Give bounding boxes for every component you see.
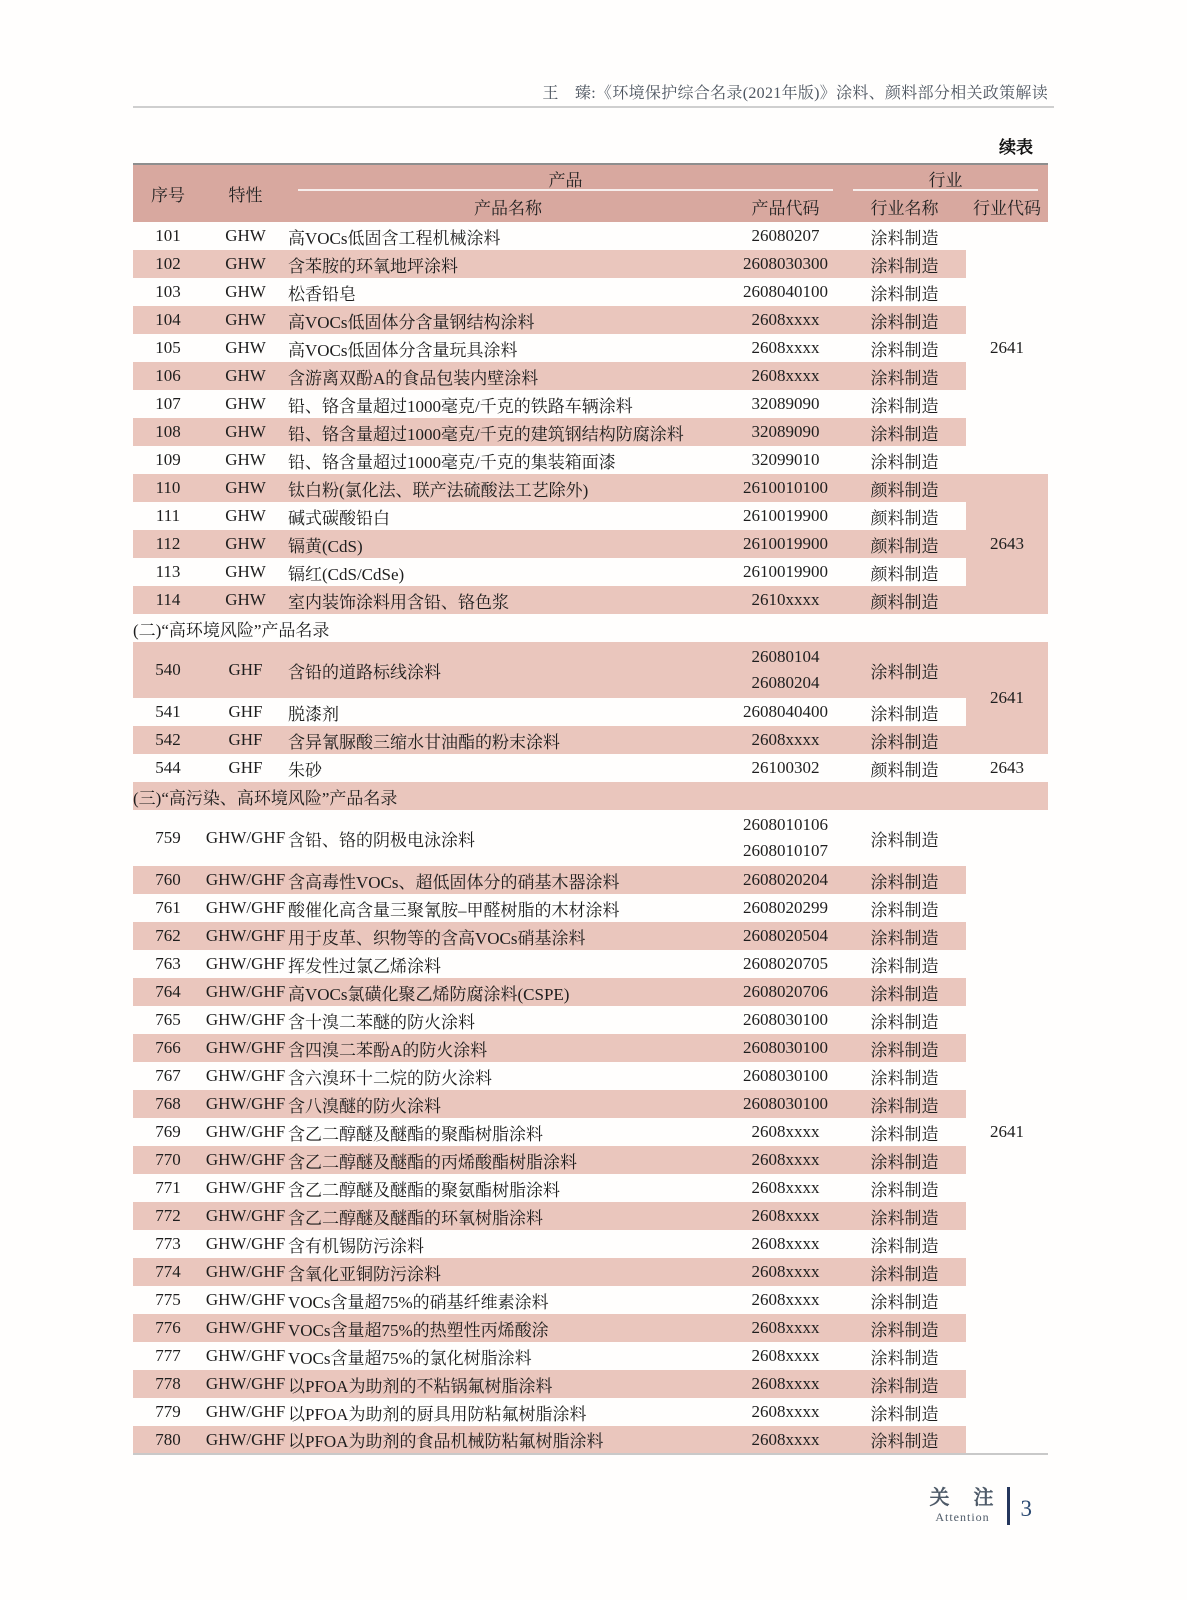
cell-attribute: GHW xyxy=(225,562,266,581)
cell-product-name: VOCs含量超75%的氯化树脂涂料 xyxy=(288,1348,532,1368)
cell-product-name: 含高毒性VOCs、超低固体分的硝基木器涂料 xyxy=(288,866,728,894)
cell-product-name: 铅、铬含量超过1000毫克/千克的铁路车辆涂料 xyxy=(288,396,633,416)
cell-industry-name: 涂料制造 xyxy=(843,1090,966,1118)
cell-industry-name: 涂料制造 xyxy=(843,1370,966,1398)
cell-attribute: GHF xyxy=(203,726,288,754)
cell-attribute: GHW/GHF xyxy=(203,922,288,950)
catalog-table-wrap xyxy=(133,163,1048,1455)
cell-product-code: 2608xxxx xyxy=(728,1370,843,1398)
cell-serial: 105 xyxy=(155,338,181,357)
cell-product-code: 2608xxxx xyxy=(728,1146,843,1174)
cell-industry-code: 2643 xyxy=(966,474,1048,614)
cell-product-code: 2608020299 xyxy=(743,898,828,917)
cell-product-code: 26100302 xyxy=(751,758,820,777)
table-row xyxy=(133,726,1048,754)
cell-serial: 102 xyxy=(133,250,203,278)
header-industry-group: 行业 xyxy=(843,164,1048,191)
cell-industry-name: 涂料制造 xyxy=(870,1292,939,1312)
cell-serial: 771 xyxy=(155,1178,181,1197)
table-row xyxy=(133,1034,1048,1062)
cell-attribute: GHW xyxy=(225,226,266,245)
cell-serial: 112 xyxy=(133,530,203,558)
cell-product-name: 用于皮革、织物等的含高VOCs硝基涂料 xyxy=(288,922,728,950)
cell-industry-name: 颜料制造 xyxy=(870,508,939,528)
table-row xyxy=(133,1090,1048,1118)
table-row xyxy=(133,334,1048,362)
cell-product-code: 2608xxxx xyxy=(751,1402,820,1421)
table-row xyxy=(133,1370,1048,1398)
cell-serial: 767 xyxy=(155,1066,181,1085)
footer-divider-bar xyxy=(1007,1487,1010,1525)
header-group-row xyxy=(133,164,1048,191)
cell-serial: 544 xyxy=(155,758,181,777)
cell-product-name: 室内装饰涂料用含铅、铬色浆 xyxy=(288,586,728,614)
cell-industry-name: 涂料制造 xyxy=(870,830,939,850)
cell-attribute: GHW/GHF xyxy=(203,866,288,894)
cell-product-name: 含有机锡防污涂料 xyxy=(288,1236,424,1256)
header-industry-code: 行业代码 xyxy=(966,191,1048,222)
cell-product-code: 2608xxxx xyxy=(728,726,843,754)
cell-product-name: 碱式碳酸铅白 xyxy=(288,508,390,528)
table-row xyxy=(133,950,1048,978)
cell-industry-name: 涂料制造 xyxy=(870,1348,939,1368)
cell-attribute: GHW xyxy=(203,474,288,502)
cell-industry-name: 涂料制造 xyxy=(843,1202,966,1230)
cell-industry-name: 涂料制造 xyxy=(870,1012,939,1032)
cell-serial: 759 xyxy=(155,828,181,847)
cell-attribute: GHW/GHF xyxy=(205,898,286,917)
cell-product-name: VOCs含量超75%的硝基纤维素涂料 xyxy=(288,1292,549,1312)
cell-attribute: GHW/GHF xyxy=(203,1034,288,1062)
product-code-line: 2608010107 xyxy=(743,841,828,860)
table-row xyxy=(133,1174,1048,1202)
cell-attribute: GHW/GHF xyxy=(205,954,286,973)
cell-product-name: 高VOCs低固体分含量钢结构涂料 xyxy=(288,306,728,334)
cell-serial: 109 xyxy=(155,450,181,469)
cell-product-code: 32089090 xyxy=(728,418,843,446)
cell-attribute: GHW/GHF xyxy=(205,1290,286,1309)
cell-industry-name: 涂料制造 xyxy=(870,1236,939,1256)
cell-product-code: 2608030100 xyxy=(743,1066,828,1085)
header-attribute: 特性 xyxy=(203,164,288,222)
cell-product-name: 含氧化亚铜防污涂料 xyxy=(288,1258,728,1286)
catalog-table-header xyxy=(133,164,1048,222)
table-row xyxy=(133,754,1048,782)
cell-serial: 108 xyxy=(133,418,203,446)
cell-industry-name: 涂料制造 xyxy=(843,726,966,754)
cell-industry-name: 涂料制造 xyxy=(843,250,966,278)
footer-section-label xyxy=(930,1488,996,1525)
cell-product-name: 以PFOA为助剂的食品机械防粘氟树脂涂料 xyxy=(288,1426,728,1454)
cell-industry-name: 颜料制造 xyxy=(843,474,966,502)
table-row xyxy=(133,1146,1048,1174)
section-title-row xyxy=(133,614,1048,642)
cell-serial: 760 xyxy=(133,866,203,894)
cell-attribute: GHW/GHF xyxy=(203,1370,288,1398)
cell-serial: 766 xyxy=(133,1034,203,1062)
continued-table-label: 续表 xyxy=(999,138,1033,157)
cell-attribute: GHW/GHF xyxy=(203,1258,288,1286)
header-industry-name: 行业名称 xyxy=(843,191,966,222)
cell-serial: 778 xyxy=(133,1370,203,1398)
table-row xyxy=(133,1426,1048,1454)
cell-product-name: 镉红(CdS/CdSe) xyxy=(288,564,405,584)
cell-serial: 110 xyxy=(133,474,203,502)
cell-industry-code: 2643 xyxy=(966,754,1048,782)
cell-product-code: 2610xxxx xyxy=(728,586,843,614)
cell-attribute: GHW/GHF xyxy=(203,1146,288,1174)
cell-product-code: 2608xxxx xyxy=(751,1290,820,1309)
cell-serial: 103 xyxy=(155,282,181,301)
product-code-line: 26080204 xyxy=(751,673,820,692)
cell-product-code: 2608xxxx xyxy=(751,338,820,357)
table-row xyxy=(133,1006,1048,1034)
cell-product-code: 2610010100 xyxy=(728,474,843,502)
product-code-line: 26080104 xyxy=(751,647,820,666)
cell-serial: 762 xyxy=(133,922,203,950)
cell-industry-code: 2641 xyxy=(966,642,1048,754)
cell-product-name: 酸催化高含量三聚氰胺–甲醛树脂的木材涂料 xyxy=(288,900,620,920)
cell-attribute: GHW/GHF xyxy=(203,1202,288,1230)
cell-serial: 541 xyxy=(155,702,181,721)
cell-product-name: 含六溴环十二烷的防火涂料 xyxy=(288,1068,492,1088)
table-row xyxy=(133,1118,1048,1146)
cell-product-name: 含游离双酚A的食品包装内壁涂料 xyxy=(288,362,728,390)
table-row xyxy=(133,278,1048,306)
cell-serial: 777 xyxy=(155,1346,181,1365)
cell-product-code: 32089090 xyxy=(751,394,820,413)
cell-attribute: GHW/GHF xyxy=(205,1178,286,1197)
cell-product-code: 2608xxxx xyxy=(728,362,843,390)
cell-attribute: GHW xyxy=(203,586,288,614)
cell-industry-name: 涂料制造 xyxy=(843,922,966,950)
cell-product-code: 2608020204 xyxy=(728,866,843,894)
cell-attribute: GHW/GHF xyxy=(205,1010,286,1029)
cell-product-name: 松香铅皂 xyxy=(288,284,356,304)
cell-product-code: 2608030100 xyxy=(743,1010,828,1029)
cell-industry-name: 涂料制造 xyxy=(843,978,966,1006)
cell-industry-name: 涂料制造 xyxy=(843,1314,966,1342)
cell-attribute: GHW/GHF xyxy=(205,1402,286,1421)
cell-serial: 763 xyxy=(155,954,181,973)
cell-industry-name: 涂料制造 xyxy=(843,642,966,698)
cell-product-name: 含乙二醇醚及醚酯的聚氨酯树脂涂料 xyxy=(288,1180,560,1200)
table-row xyxy=(133,222,1048,250)
table-row xyxy=(133,866,1048,894)
running-head: 王 臻:《环境保护综合名录(2021年版)》涂料、颜料部分相关政策解读 xyxy=(542,85,1048,102)
cell-product-name: 含苯胺的环氧地坪涂料 xyxy=(288,250,728,278)
cell-product-code: 2608xxxx xyxy=(751,1178,820,1197)
cell-industry-name: 涂料制造 xyxy=(870,284,939,304)
cell-industry-code: 2641 xyxy=(966,222,1048,474)
cell-industry-name: 涂料制造 xyxy=(870,1404,939,1424)
cell-industry-name: 涂料制造 xyxy=(870,1180,939,1200)
cell-serial: 774 xyxy=(133,1258,203,1286)
cell-attribute: GHW xyxy=(203,530,288,558)
cell-attribute: GHW xyxy=(225,394,266,413)
cell-product-name: 含十溴二苯醚的防火涂料 xyxy=(288,1012,475,1032)
cell-serial: 775 xyxy=(155,1290,181,1309)
table-row xyxy=(133,586,1048,614)
cell-product-name: 含乙二醇醚及醚酯的聚酯树脂涂料 xyxy=(288,1124,543,1144)
cell-attribute: GHW/GHF xyxy=(205,828,286,847)
cell-product-name: 朱砂 xyxy=(288,760,322,780)
table-row xyxy=(133,642,1048,698)
cell-industry-name: 涂料制造 xyxy=(870,900,939,920)
table-row xyxy=(133,1398,1048,1426)
cell-serial: 542 xyxy=(133,726,203,754)
cell-industry-name: 涂料制造 xyxy=(843,362,966,390)
cell-industry-name: 涂料制造 xyxy=(870,1124,939,1144)
header-product-name: 产品名称 xyxy=(288,191,728,222)
cell-industry-name: 涂料制造 xyxy=(870,704,939,724)
cell-attribute: GHW/GHF xyxy=(203,1090,288,1118)
section-title-row xyxy=(133,782,1048,810)
cell-industry-name: 涂料制造 xyxy=(843,306,966,334)
product-code-line: 2608010106 xyxy=(743,815,828,834)
cell-product-name: 挥发性过氯乙烯涂料 xyxy=(288,956,441,976)
cell-serial: 770 xyxy=(133,1146,203,1174)
cell-product-code: 2608xxxx xyxy=(728,1202,843,1230)
cell-serial: 768 xyxy=(133,1090,203,1118)
cell-attribute: GHW xyxy=(203,418,288,446)
cell-product-code: 2608030100 xyxy=(728,1090,843,1118)
cell-product-name: 含乙二醇醚及醚酯的环氧树脂涂料 xyxy=(288,1202,728,1230)
cell-industry-name: 颜料制造 xyxy=(870,564,939,584)
cell-industry-name: 颜料制造 xyxy=(843,530,966,558)
cell-serial: 114 xyxy=(133,586,203,614)
cell-serial: 107 xyxy=(155,394,181,413)
cell-industry-name: 涂料制造 xyxy=(843,1258,966,1286)
cell-serial: 769 xyxy=(155,1122,181,1141)
footer-section-cn: 关 注 xyxy=(929,1486,996,1509)
cell-product-name: 脱漆剂 xyxy=(288,704,339,724)
section-title: (三)“高污染、高环境风险”产品名录 xyxy=(133,782,1048,810)
cell-attribute: GHW xyxy=(225,450,266,469)
cell-product-name: 铅、铬含量超过1000毫克/千克的建筑钢结构防腐涂料 xyxy=(288,418,728,446)
cell-industry-name: 涂料制造 xyxy=(843,418,966,446)
footer-section-en: Attention xyxy=(935,1509,990,1524)
table-row xyxy=(133,810,1048,866)
cell-attribute: GHW xyxy=(225,282,266,301)
cell-attribute: GHW/GHF xyxy=(205,1066,286,1085)
cell-product-name: 含铅、铬的阴极电泳涂料 xyxy=(288,830,475,850)
cell-product-code: 2608xxxx xyxy=(751,1234,820,1253)
cell-serial: 780 xyxy=(133,1426,203,1454)
cell-industry-name: 涂料制造 xyxy=(870,1068,939,1088)
cell-industry-name: 颜料制造 xyxy=(843,586,966,614)
cell-product-code: 2608xxxx xyxy=(751,1122,820,1141)
table-row xyxy=(133,1230,1048,1258)
cell-product-name: 含铅的道路标线涂料 xyxy=(288,642,728,698)
header-product-code: 产品代码 xyxy=(728,191,843,222)
cell-product-code: 2608040100 xyxy=(743,282,828,301)
cell-serial: 761 xyxy=(155,898,181,917)
table-row xyxy=(133,530,1048,558)
cell-product-code: 26080207 xyxy=(751,226,820,245)
cell-product-code: 2610019900 xyxy=(743,562,828,581)
cell-product-code xyxy=(728,642,843,698)
table-row xyxy=(133,446,1048,474)
cell-product-code: 2608040400 xyxy=(743,702,828,721)
table-row xyxy=(133,502,1048,530)
cell-product-code: 2608030300 xyxy=(728,250,843,278)
catalog-table-body xyxy=(133,222,1048,1454)
cell-serial: 773 xyxy=(155,1234,181,1253)
cell-product-code: 2608xxxx xyxy=(728,1426,843,1454)
table-row xyxy=(133,1286,1048,1314)
table-row xyxy=(133,894,1048,922)
table-row xyxy=(133,698,1048,726)
cell-attribute: GHF xyxy=(228,702,263,721)
header-serial: 序号 xyxy=(133,164,203,222)
cell-industry-name: 涂料制造 xyxy=(843,1426,966,1454)
cell-product-code: 2608020705 xyxy=(743,954,828,973)
section-title: (二)“高环境风险”产品名录 xyxy=(133,614,1048,642)
cell-industry-name: 涂料制造 xyxy=(843,866,966,894)
cell-attribute: GHW xyxy=(203,250,288,278)
cell-industry-code: 2641 xyxy=(966,810,1048,1454)
cell-product-code: 2608020706 xyxy=(728,978,843,1006)
table-row xyxy=(133,1258,1048,1286)
cell-product-code: 2608020504 xyxy=(728,922,843,950)
cell-serial: 113 xyxy=(155,562,181,581)
table-row xyxy=(133,418,1048,446)
cell-product-name: 铅、铬含量超过1000毫克/千克的集装箱面漆 xyxy=(288,452,616,472)
cell-product-name: 含异氰脲酸三缩水甘油酯的粉末涂料 xyxy=(288,726,728,754)
cell-attribute: GHF xyxy=(228,758,263,777)
cell-product-name: 含八溴醚的防火涂料 xyxy=(288,1090,728,1118)
cell-attribute: GHW xyxy=(225,338,266,357)
cell-attribute: GHW/GHF xyxy=(203,1426,288,1454)
cell-product-name: 钛白粉(氯化法、联产法硫酸法工艺除外) xyxy=(288,474,728,502)
cell-product-name: 含乙二醇醚及醚酯的丙烯酸酯树脂涂料 xyxy=(288,1146,728,1174)
cell-product-code: 2608xxxx xyxy=(728,1314,843,1342)
catalog-table xyxy=(133,163,1048,1455)
cell-serial: 101 xyxy=(155,226,181,245)
page-footer xyxy=(0,1487,1032,1525)
cell-product-code: 2610019900 xyxy=(728,530,843,558)
cell-serial: 104 xyxy=(133,306,203,334)
cell-product-name: 以PFOA为助剂的厨具用防粘氟树脂涂料 xyxy=(288,1404,587,1424)
table-row xyxy=(133,474,1048,502)
table-row xyxy=(133,1062,1048,1090)
cell-attribute: GHW/GHF xyxy=(205,1122,286,1141)
cell-attribute: GHW xyxy=(203,362,288,390)
cell-serial: 776 xyxy=(133,1314,203,1342)
cell-industry-name: 涂料制造 xyxy=(843,1034,966,1062)
table-row xyxy=(133,922,1048,950)
cell-attribute: GHW/GHF xyxy=(203,978,288,1006)
cell-product-name: 高VOCs低固含工程机械涂料 xyxy=(288,228,501,248)
cell-attribute: GHF xyxy=(203,642,288,698)
cell-attribute: GHW xyxy=(203,306,288,334)
cell-product-name: VOCs含量超75%的热塑性丙烯酸涂 xyxy=(288,1314,728,1342)
cell-attribute: GHW/GHF xyxy=(205,1346,286,1365)
cell-product-name: 高VOCs低固体分含量玩具涂料 xyxy=(288,340,518,360)
cell-product-code: 2608xxxx xyxy=(728,1258,843,1286)
cell-attribute: GHW xyxy=(225,506,266,525)
cell-industry-name: 颜料制造 xyxy=(870,760,939,780)
table-row xyxy=(133,558,1048,586)
cell-product-name: 高VOCs氯磺化聚乙烯防腐涂料(CSPE) xyxy=(288,978,728,1006)
cell-attribute: GHW/GHF xyxy=(205,1234,286,1253)
cell-product-code: 32099010 xyxy=(751,450,820,469)
table-row xyxy=(133,1202,1048,1230)
cell-product-code xyxy=(728,810,843,866)
cell-industry-name: 涂料制造 xyxy=(870,340,939,360)
cell-serial: 106 xyxy=(133,362,203,390)
header-product-group: 产品 xyxy=(288,164,843,191)
table-row xyxy=(133,978,1048,1006)
table-row xyxy=(133,390,1048,418)
cell-serial: 779 xyxy=(155,1402,181,1421)
cell-serial: 111 xyxy=(155,506,181,525)
cell-attribute: GHW/GHF xyxy=(203,1314,288,1342)
cell-serial: 540 xyxy=(133,642,203,698)
cell-product-code: 2610019900 xyxy=(743,506,828,525)
table-row xyxy=(133,1314,1048,1342)
cell-product-name: 含四溴二苯酚A的防火涂料 xyxy=(288,1034,728,1062)
cell-industry-name: 涂料制造 xyxy=(870,228,939,248)
cell-product-name: 以PFOA为助剂的不粘锅氟树脂涂料 xyxy=(288,1370,728,1398)
cell-product-code: 2608xxxx xyxy=(728,306,843,334)
cell-serial: 764 xyxy=(133,978,203,1006)
cell-industry-name: 涂料制造 xyxy=(843,1146,966,1174)
table-row xyxy=(133,1342,1048,1370)
cell-industry-name: 涂料制造 xyxy=(870,452,939,472)
cell-serial: 765 xyxy=(155,1010,181,1029)
table-row xyxy=(133,306,1048,334)
running-head-divider xyxy=(133,106,1054,108)
cell-product-name: 镉黄(CdS) xyxy=(288,530,728,558)
table-row xyxy=(133,250,1048,278)
table-row xyxy=(133,362,1048,390)
cell-product-code: 2608030100 xyxy=(728,1034,843,1062)
cell-industry-name: 涂料制造 xyxy=(870,956,939,976)
cell-serial: 772 xyxy=(133,1202,203,1230)
cell-product-code: 2608xxxx xyxy=(751,1346,820,1365)
cell-industry-name: 涂料制造 xyxy=(870,396,939,416)
page-number: 3 xyxy=(1020,1496,1032,1521)
